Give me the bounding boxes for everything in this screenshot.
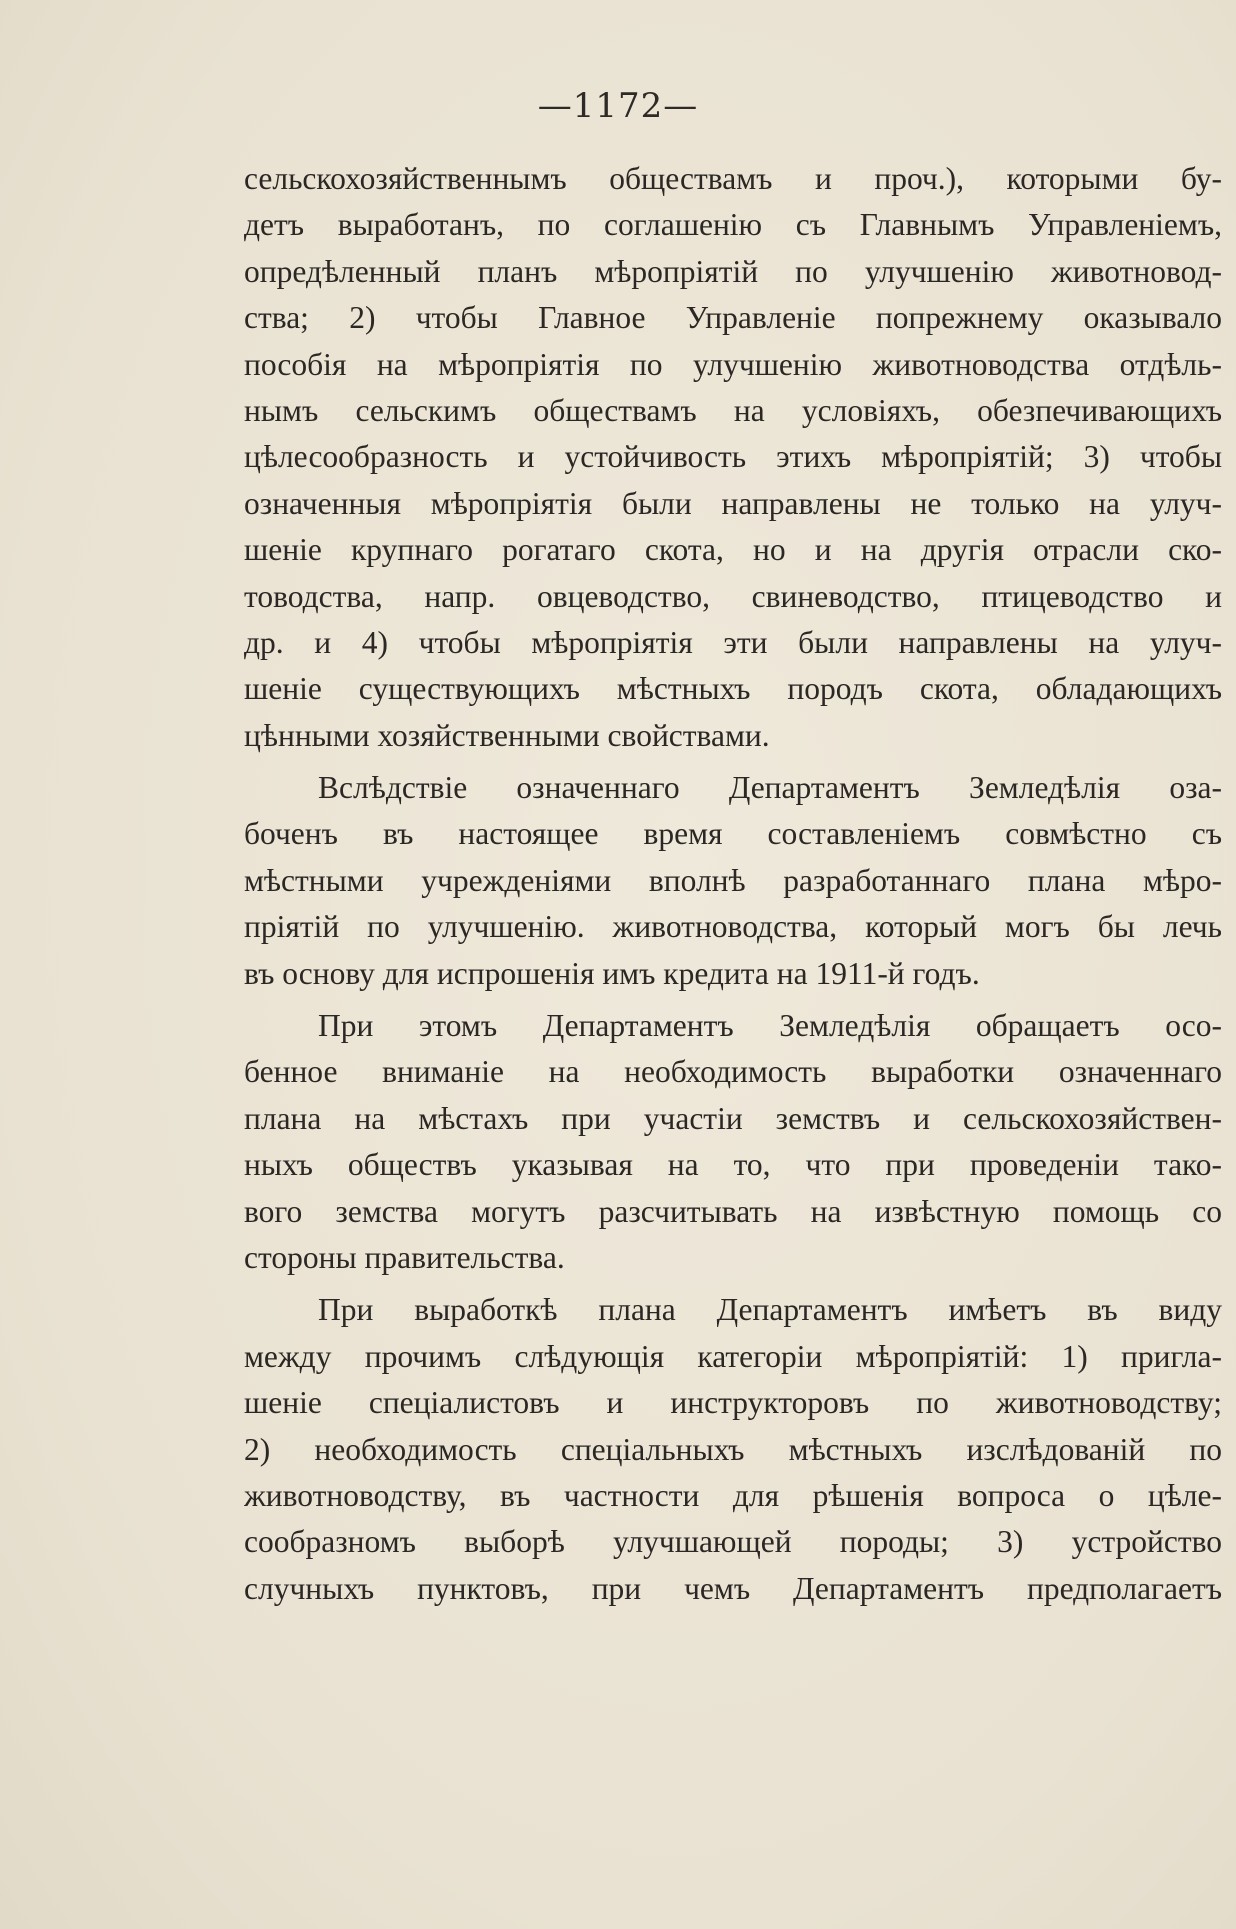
text-line: При этомъ Департаментъ Земледѣлія обращаетъ осо- — [318, 1008, 1222, 1044]
text-line: пособія на мѣропріятія по улучшенію животноводства отдѣль- — [244, 346, 1222, 382]
text-line: плана на мѣстахъ при участіи земствъ и сельскохозяйствен- — [244, 1100, 1222, 1136]
text-line: означенныя мѣропріятія были направлены не только на улуч- — [244, 485, 1222, 521]
text-line: 2) необходимость спеціальныхъ мѣстныхъ изслѣдованій по — [244, 1431, 1222, 1467]
text-line: пріятій по улучшенію. животноводства, который могъ бы лечь — [244, 909, 1222, 945]
text-line: детъ выработанъ, по соглашенію съ Главнымъ Управленіемъ, — [244, 207, 1222, 243]
text-line: цѣнными хозяйственными свойствами. — [244, 717, 770, 753]
text-line: сельскохозяйственнымъ обществамъ и проч.), которыми бу- — [244, 161, 1222, 196]
text-line: ныхъ обществъ указывая на то, что при проведеніи тако- — [244, 1147, 1222, 1183]
text-line: между прочимъ слѣдующія категоріи мѣропріятій: 1) пригла- — [244, 1338, 1222, 1374]
text-line: шеніе спеціалистовъ и инструкторовъ по животноводству; — [244, 1385, 1222, 1421]
text-line: стороны правительства. — [244, 1239, 565, 1275]
paragraph-1 — [244, 156, 1222, 759]
text-line: боченъ въ настоящее время составленіемъ совмѣстно съ — [244, 816, 1222, 852]
text-line: бенное вниманіе на необходимость выработки означеннаго — [244, 1054, 1222, 1090]
paragraph-4 — [244, 1287, 1222, 1612]
text-line: опредѣленный планъ мѣропріятій по улучшенію животновод- — [244, 253, 1222, 289]
text-line: случныхъ пунктовъ, при чемъ Департаментъ предполагаетъ — [244, 1570, 1222, 1606]
text-line: въ основу для испрошенія имъ кредита на 1911-й годъ. — [244, 955, 980, 991]
text-line: цѣлесообразность и устойчивость этихъ мѣропріятій; 3) чтобы — [244, 439, 1222, 475]
text-line: сообразномъ выборѣ улучшающей породы; 3) устройство — [244, 1524, 1222, 1560]
text-line: др. и 4) чтобы мѣропріятія эти были направлены на улуч- — [244, 624, 1222, 660]
text-line: товодства, напр. овцеводство, свиневодство, птицеводство и — [244, 578, 1222, 614]
text-line: Вслѣдствіе означеннаго Департаментъ Земледѣлія оза- — [318, 770, 1222, 806]
text-line: нымъ сельскимъ обществамъ на условіяхъ, обезпечивающихъ — [244, 392, 1222, 428]
text-line: мѣстными учрежденіями вполнѣ разработаннаго плана мѣро- — [244, 862, 1222, 898]
text-line: шеніе существующихъ мѣстныхъ породъ скота, обладающихъ — [244, 671, 1222, 707]
paragraph-3 — [244, 1003, 1222, 1281]
paragraph-2 — [244, 765, 1222, 997]
text-line: шеніе крупнаго рогатаго скота, но и на другія отрасли ско- — [244, 532, 1222, 568]
text-line: животноводству, въ частности для рѣшенія вопроса о цѣле- — [244, 1477, 1222, 1513]
text-line: ства; 2) чтобы Главное Управленіе попрежнему оказывало — [244, 300, 1222, 336]
page-number: —1172— — [537, 86, 699, 126]
text-line: вого земства могутъ разсчитывать на извѣстную помощь со — [244, 1193, 1222, 1229]
text-line: При выработкѣ плана Департаментъ имѣетъ въ виду — [318, 1292, 1222, 1328]
body-text — [244, 156, 1222, 1612]
